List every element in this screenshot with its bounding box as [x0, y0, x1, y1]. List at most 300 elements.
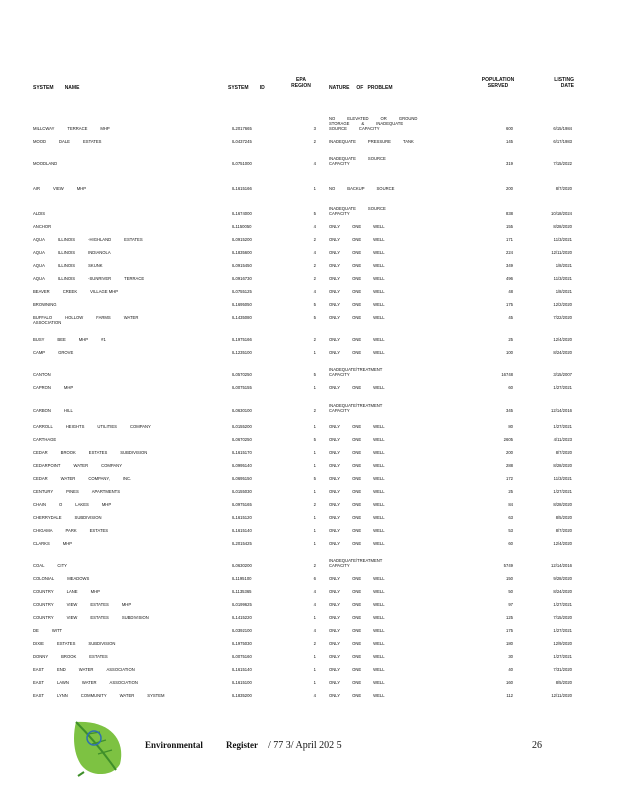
population-cell: 84	[508, 502, 513, 507]
table-row	[0, 251, 618, 260]
nature-word: WELL	[373, 437, 385, 442]
epa-region-cell: 5	[313, 211, 316, 216]
system-id-cell: IL1975030	[232, 641, 252, 646]
nature-word: ONE	[352, 641, 362, 646]
population-cell: 5749	[503, 563, 513, 568]
header-word: NAME	[64, 85, 80, 91]
system-name-word: TERRACE	[124, 276, 145, 281]
nature-word: WELL	[373, 315, 385, 320]
header-word: NATURE	[329, 85, 350, 91]
listing-date-cell: 8/24/2020	[553, 589, 572, 594]
system-name-word: WATER	[78, 667, 94, 672]
listing-date-cell: 7/22/2020	[553, 315, 572, 320]
system-name-cell	[33, 425, 218, 430]
listing-date-cell: 12/4/2020	[553, 337, 572, 342]
nature-word: ONLY	[329, 250, 341, 255]
population-cell: 200	[506, 186, 513, 191]
system-name-word: MHP	[78, 337, 89, 342]
nature-word: ONLY	[329, 502, 341, 507]
epa-region-cell: 1	[313, 489, 316, 494]
epa-region-cell: 6	[313, 576, 316, 581]
nature-line	[329, 351, 471, 356]
system-name-word: ESTATES	[90, 602, 109, 607]
nature-word: ONE	[352, 302, 362, 307]
nature-line	[329, 409, 471, 414]
population-cell: 25	[508, 337, 513, 342]
epa-region-cell: 4	[313, 289, 316, 294]
system-name-word: ASSOCIATION	[109, 680, 138, 685]
nature-of-problem-cell	[329, 438, 471, 443]
nature-line	[329, 277, 471, 282]
nature-word: WELL	[373, 424, 385, 429]
system-name-cell	[33, 127, 218, 132]
listing-date-cell: 8/7/2020	[555, 528, 572, 533]
nature-of-problem-cell	[329, 238, 471, 243]
system-name-word: COUNTRY	[33, 615, 54, 620]
system-name-word: CARTHAGE	[33, 437, 57, 442]
table-row	[0, 404, 618, 413]
system-name-word: ILLINOIS	[57, 250, 76, 255]
nature-word: WELL	[373, 602, 385, 607]
system-name-word: MILLCWAY	[33, 126, 55, 131]
system-name-cell	[33, 577, 218, 582]
system-name-word: COUNTRY	[33, 602, 54, 607]
nature-word: ONE	[352, 437, 362, 442]
population-cell: 155	[506, 224, 513, 229]
system-name-word: AQUA	[33, 276, 45, 281]
nature-of-problem-cell	[329, 542, 471, 547]
nature-line	[329, 629, 471, 634]
system-name-word: ESTATES	[90, 615, 109, 620]
header-word: SERVED	[487, 83, 509, 89]
epa-region-cell: 4	[313, 589, 316, 594]
system-name-word: HILL	[63, 408, 73, 413]
page-number: 26	[532, 740, 542, 751]
header-word: LISTING	[554, 77, 574, 83]
population-cell: 125	[506, 615, 513, 620]
epa-region-cell: 4	[313, 628, 316, 633]
nature-line	[329, 577, 471, 582]
system-name-header	[33, 85, 79, 91]
nature-word: WELL	[373, 667, 385, 672]
listing-date-cell: 12/14/2016	[551, 563, 572, 568]
system-id-cell: IL1615140	[232, 528, 252, 533]
system-name-cell	[33, 629, 218, 634]
table-row	[0, 603, 618, 612]
table-row	[0, 338, 618, 347]
nature-word: OR	[380, 116, 387, 121]
listing-date-cell: 7/15/2020	[553, 615, 572, 620]
system-name-word: PARK	[65, 528, 77, 533]
nature-word: WELL	[373, 263, 385, 268]
nature-word: ONLY	[329, 654, 341, 659]
listing-date-cell: 8/7/2020	[555, 450, 572, 455]
nature-word: ONLY	[329, 615, 341, 620]
system-name-word: WITT	[51, 628, 63, 633]
nature-of-problem-header	[329, 85, 393, 91]
nature-of-problem-cell	[329, 316, 471, 321]
nature-word: ONLY	[329, 528, 341, 533]
nature-word: SOURCE	[367, 206, 386, 211]
system-name-word: -HIGHLAND	[88, 237, 112, 242]
system-name-cell	[33, 140, 218, 145]
population-cell: 160	[506, 680, 513, 685]
system-name-word: WATER	[123, 315, 139, 320]
system-id-cell: IL2015425	[232, 541, 252, 546]
system-name-word: CHIGAMA	[33, 528, 53, 533]
epa-region-cell: 4	[313, 224, 316, 229]
table-row	[0, 157, 618, 166]
header-word: OF	[356, 85, 364, 91]
nature-word: WELL	[373, 450, 385, 455]
nature-line	[329, 542, 471, 547]
listing-date-cell: 9/28/2020	[553, 576, 572, 581]
system-name-word: ESTATES	[89, 654, 108, 659]
nature-of-problem-cell	[329, 140, 471, 145]
system-name-word: ALDIS	[33, 211, 46, 216]
system-id-cell: IL1975166	[232, 337, 252, 342]
table-row	[0, 351, 618, 360]
nature-word: INADEQUATE/TREATMENT	[329, 558, 383, 563]
system-name-word: CEDAR	[33, 476, 48, 481]
nature-word: CAPACITY	[329, 211, 350, 216]
table-row	[0, 529, 618, 538]
system-name-word: ESTATES	[124, 237, 143, 242]
listing-date-cell: 8/28/2020	[553, 502, 572, 507]
nature-word: ONLY	[329, 437, 341, 442]
system-name-word: DE	[33, 628, 39, 633]
listing-date-cell: 6/15/1984	[553, 126, 572, 131]
listing-date-cell: 1/27/2021	[553, 489, 572, 494]
listing-date-cell: 1/27/2021	[553, 602, 572, 607]
population-cell: 600	[506, 126, 513, 131]
system-name-cell	[33, 386, 218, 391]
nature-line	[329, 225, 471, 230]
nature-of-problem-cell	[329, 603, 471, 608]
population-cell: 60	[508, 385, 513, 390]
listing-date-cell: 1/27/2021	[553, 628, 572, 633]
epa-region-cell: 5	[313, 302, 316, 307]
nature-word: ONE	[352, 276, 362, 281]
system-id-header	[228, 85, 265, 91]
system-name-cell	[33, 516, 218, 521]
nature-of-problem-cell	[329, 629, 471, 634]
nature-of-problem-cell	[329, 251, 471, 256]
listing-date-cell: 1/27/2021	[553, 385, 572, 390]
nature-word: WELL	[373, 680, 385, 685]
nature-of-problem-cell	[329, 681, 471, 686]
epa-region-cell: 3	[313, 126, 316, 131]
nature-line	[329, 438, 471, 443]
system-name-word: ASSOCIATION	[106, 667, 135, 672]
system-name-cell	[33, 451, 218, 456]
epa-region-cell: 1	[313, 680, 316, 685]
system-name-word: BROOK	[61, 654, 77, 659]
nature-word: STORAGE	[329, 121, 350, 126]
table-row	[0, 490, 618, 499]
system-name-cell	[33, 642, 218, 647]
system-name-word: SYSTEM	[147, 693, 165, 698]
nature-line	[329, 529, 471, 534]
epa-region-cell: 1	[313, 654, 316, 659]
system-name-word: WATER	[73, 463, 89, 468]
table-row	[0, 694, 618, 703]
system-name-word: BUSY	[33, 337, 45, 342]
nature-line	[329, 681, 471, 686]
nature-word: WELL	[373, 250, 385, 255]
population-cell: 175	[506, 302, 513, 307]
system-name-word: DIXIE	[33, 641, 44, 646]
listing-date-cell: 11/3/2021	[553, 276, 572, 281]
system-name-word: EAST	[33, 667, 44, 672]
population-cell: 25	[508, 489, 513, 494]
system-name-word: COMPANY	[101, 463, 122, 468]
system-name-word: MOODLAND	[33, 161, 58, 166]
nature-word: WELL	[373, 302, 385, 307]
header-word: ID	[259, 85, 265, 91]
system-name-word: CAMP	[33, 350, 46, 355]
nature-word: ONLY	[329, 450, 341, 455]
system-id-cell: IL1615140	[232, 667, 252, 672]
nature-word: ONLY	[329, 693, 341, 698]
epa-region-cell: 2	[313, 337, 316, 342]
system-id-cell: IL1615100	[232, 680, 252, 685]
register-label: Register	[226, 740, 258, 750]
epa-region-cell: 5	[313, 315, 316, 320]
nature-of-problem-cell	[329, 207, 471, 217]
system-name-word: DALE	[59, 139, 70, 144]
epa-region-cell: 1	[313, 385, 316, 390]
system-name-cell	[33, 668, 218, 673]
table-row	[0, 629, 618, 638]
system-name-word: CENTURY	[33, 489, 54, 494]
listing-date-cell: 8/24/2020	[553, 350, 572, 355]
system-name-word: COMMUNITY	[80, 693, 107, 698]
system-name-cell	[33, 655, 218, 660]
population-cell: 319	[506, 161, 513, 166]
epa-region-header	[288, 77, 314, 89]
nature-word: ONE	[352, 541, 362, 546]
system-name-word: COLONIAL	[33, 576, 55, 581]
system-name-word: DONNY	[33, 654, 49, 659]
nature-word: ONLY	[329, 302, 341, 307]
epa-region-cell: 2	[313, 276, 316, 281]
system-name-cell	[33, 409, 218, 414]
epa-region-cell: 1	[313, 667, 316, 672]
table-row	[0, 187, 618, 196]
system-name-word: EAST	[33, 680, 44, 685]
system-name-word: MHP	[100, 126, 110, 131]
table-row	[0, 316, 618, 325]
listing-date-cell: 8/5/2020	[555, 515, 572, 520]
epa-region-cell: 2	[313, 139, 316, 144]
nature-of-problem-cell	[329, 338, 471, 343]
population-cell: 145	[506, 139, 513, 144]
nature-word: ONE	[352, 224, 362, 229]
system-id-cell: IL0755125	[232, 289, 252, 294]
population-served-header	[478, 77, 518, 89]
table-row	[0, 516, 618, 525]
nature-of-problem-cell	[329, 590, 471, 595]
nature-word: ONE	[352, 576, 362, 581]
nature-word: ONE	[352, 615, 362, 620]
nature-line	[329, 290, 471, 295]
nature-word: WELL	[373, 502, 385, 507]
nature-line	[329, 373, 471, 378]
nature-of-problem-cell	[329, 386, 471, 391]
nature-word: ONE	[352, 289, 362, 294]
epa-region-cell: 1	[313, 350, 316, 355]
nature-of-problem-cell	[329, 157, 471, 167]
system-name-word: WATER	[81, 680, 97, 685]
system-id-cell: IL0915200	[232, 237, 252, 242]
table-row	[0, 590, 618, 599]
nature-word: CAPACITY	[329, 372, 350, 377]
nature-of-problem-cell	[329, 290, 471, 295]
epa-region-cell: 1	[313, 541, 316, 546]
epa-region-cell: 1	[313, 463, 316, 468]
listing-date-cell: 12/4/2020	[553, 541, 572, 546]
system-name-word: CANTON	[33, 372, 51, 377]
system-name-word: ILLINOIS	[57, 237, 76, 242]
nature-of-problem-cell	[329, 187, 471, 192]
system-name-cell	[33, 338, 218, 343]
nature-word: ONLY	[329, 576, 341, 581]
system-id-cell: IL0075155	[232, 385, 252, 390]
table-row	[0, 207, 618, 216]
system-name-word: ESTATES	[56, 641, 76, 646]
system-name-word: ANCHOR	[33, 224, 52, 229]
population-cell: 97	[508, 602, 513, 607]
nature-of-problem-cell	[329, 404, 471, 414]
population-cell: 50	[508, 589, 513, 594]
nature-word: WELL	[373, 463, 385, 468]
nature-of-problem-cell	[329, 451, 471, 456]
nature-word: WELL	[373, 476, 385, 481]
epa-region-cell: 2	[313, 263, 316, 268]
nature-word: CAPACITY	[358, 126, 380, 131]
table-row	[0, 577, 618, 586]
population-cell: 40	[508, 667, 513, 672]
system-name-word: LAKES	[75, 502, 89, 507]
system-name-cell	[33, 681, 218, 686]
population-cell: 80	[508, 424, 513, 429]
system-name-word: COMPANY,	[88, 476, 110, 481]
system-name-cell	[33, 477, 218, 482]
population-cell: 45	[508, 315, 513, 320]
nature-word: INADEQUATE	[329, 156, 356, 161]
nature-word: ONE	[352, 602, 362, 607]
nature-word: CAPACITY	[329, 161, 350, 166]
nature-word: CAPACITY	[329, 563, 350, 568]
nature-word: ONE	[352, 463, 362, 468]
nature-line	[329, 251, 471, 256]
nature-of-problem-cell	[329, 559, 471, 569]
system-name-word: CREEK	[62, 289, 78, 294]
system-name-cell	[33, 590, 218, 595]
system-id-cell: IL1835600	[232, 250, 252, 255]
nature-of-problem-cell	[329, 277, 471, 282]
system-name-word: ESTATES	[89, 528, 109, 533]
system-name-word: AQUA	[33, 263, 45, 268]
nature-word: ONLY	[329, 276, 341, 281]
nature-word: ONE	[352, 628, 362, 633]
nature-word: ONLY	[329, 237, 341, 242]
population-cell: 180	[506, 641, 513, 646]
nature-word: ONE	[352, 250, 362, 255]
nature-word: ONLY	[329, 589, 341, 594]
system-id-cell: IL0915450	[232, 263, 252, 268]
nature-of-problem-cell	[329, 117, 471, 132]
nature-word: ONE	[352, 515, 362, 520]
nature-line	[329, 616, 471, 621]
system-name-word: SUBDIVISION	[120, 450, 148, 455]
system-name-cell	[33, 529, 218, 534]
population-cell: 100	[506, 350, 513, 355]
system-id-cell: IL0630100	[232, 408, 252, 413]
nature-line	[329, 162, 471, 167]
system-id-cell: IL1695050	[232, 302, 252, 307]
header-word: POPULATION	[481, 77, 515, 83]
header-word: DATE	[560, 83, 574, 89]
system-id-cell: IL1674000	[232, 211, 252, 216]
system-name-word: VILLAGE MHP	[90, 289, 119, 294]
system-name-cell	[33, 290, 218, 295]
system-id-cell: IL0075160	[232, 654, 252, 659]
nature-word: WELL	[373, 589, 385, 594]
table-row	[0, 140, 618, 149]
population-cell: 48	[508, 289, 513, 294]
system-name-word: CAPRON	[33, 385, 51, 390]
header-word: SYSTEM	[228, 85, 249, 91]
nature-line	[329, 338, 471, 343]
system-name-word: LAWN	[56, 680, 69, 685]
system-id-cell: IL0995140	[232, 463, 252, 468]
system-id-cell: IL0155030	[232, 489, 252, 494]
nature-word: ONE	[352, 237, 362, 242]
system-name-word: MEADOWS	[67, 576, 90, 581]
page-footer	[0, 740, 618, 770]
nature-of-problem-cell	[329, 655, 471, 660]
population-cell: 60	[508, 541, 513, 546]
nature-word: ONLY	[329, 224, 341, 229]
table-row	[0, 290, 618, 299]
system-id-cell: IL0916730	[232, 276, 252, 281]
system-name-word: SUBDIVISION	[88, 641, 116, 646]
system-id-cell: IL1195100	[232, 576, 252, 581]
nature-of-problem-cell	[329, 477, 471, 482]
system-name-cell	[33, 316, 218, 325]
system-name-word: MHP	[121, 602, 132, 607]
nature-of-problem-cell	[329, 516, 471, 521]
population-cell: 200	[506, 450, 513, 455]
nature-word: ONLY	[329, 489, 341, 494]
table-row	[0, 116, 618, 131]
population-cell: 171	[506, 237, 513, 242]
nature-word: ONE	[352, 350, 362, 355]
nature-word: ONE	[352, 667, 362, 672]
system-name-cell	[33, 373, 218, 378]
system-name-cell	[33, 464, 218, 469]
nature-word: ONE	[352, 654, 362, 659]
nature-line	[329, 238, 471, 243]
nature-line	[329, 464, 471, 469]
system-name-cell	[33, 212, 218, 217]
system-name-word: TERRACE	[67, 126, 88, 131]
nature-line	[329, 451, 471, 456]
table-row	[0, 225, 618, 234]
nature-word: WELL	[373, 385, 385, 390]
